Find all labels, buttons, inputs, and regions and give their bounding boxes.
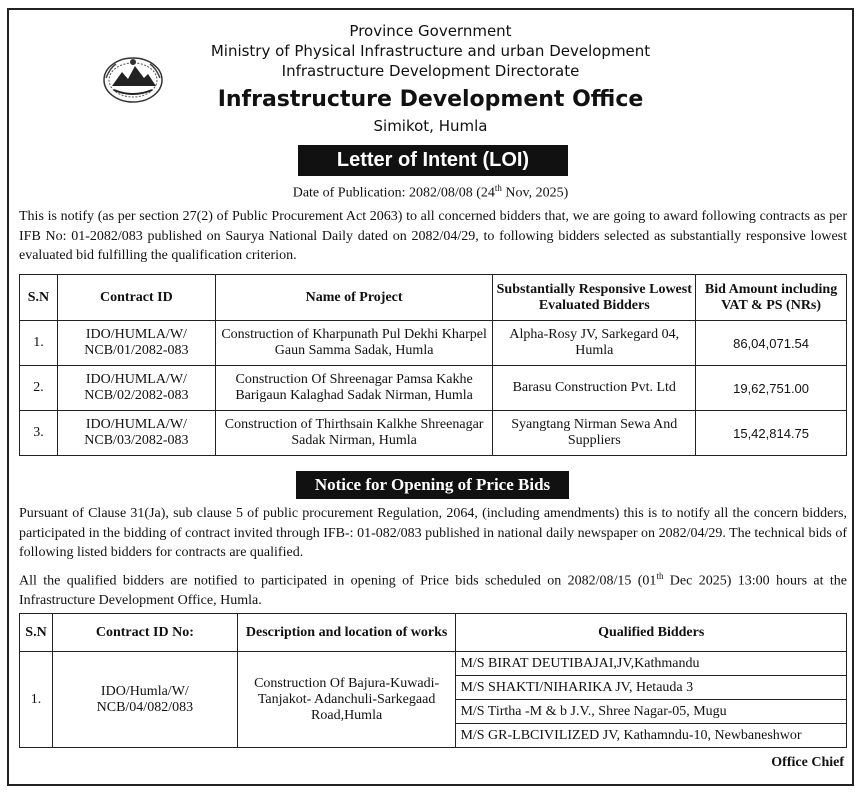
- publication-date: [9, 183, 852, 202]
- cell-sn: 1.: [20, 321, 58, 366]
- cell-sn: 3.: [20, 411, 58, 456]
- cell-amount: 86,04,071.54: [696, 321, 847, 366]
- price-table-header: [20, 614, 847, 652]
- cell-bidder: Syangtang Nirman Sewa And Suppliers: [493, 411, 696, 456]
- col-sn: S.N: [20, 275, 58, 321]
- col-bidders: Substantially Responsive Lowest Evaluated Bidders: [493, 275, 696, 321]
- loi-table: [19, 274, 847, 456]
- cell-bidder: M/S GR-LBCIVILIZED JV, Kathamndu-10, Newbaneshwor: [456, 724, 847, 748]
- cell-sn: 2.: [20, 366, 58, 411]
- signature: Office Chief: [771, 755, 844, 770]
- cell-amount: 19,62,751.00: [696, 366, 847, 411]
- header-location: Simikot, Humla: [373, 117, 488, 135]
- cell-bidder: M/S BIRAT DEUTIBAJAI,JV,Kathmandu: [456, 652, 847, 676]
- cell-bidder: Barasu Construction Pvt. Ltd: [493, 366, 696, 411]
- loi-title: Letter of Intent (LOI): [298, 145, 568, 176]
- table-row: [20, 652, 847, 676]
- cell-bidder: Alpha-Rosy JV, Sarkegard 04, Humla: [493, 321, 696, 366]
- cell-contract-id: IDO/HUMLA/W/ NCB/03/2082-083: [57, 411, 215, 456]
- notice-paragraph-2: [19, 567, 847, 611]
- notice-paragraph-2-sup: th: [656, 571, 664, 581]
- header-province: Province Government: [349, 22, 512, 40]
- cell-sn: 1.: [20, 652, 53, 748]
- col-qualified-bidders: Qualified Bidders: [456, 614, 847, 652]
- intro-paragraph: This is notify (as per section 27(2) of Public Procurement Act 2063) to all concerned bidders that, we are going to award following contracts as per IFB No: 01-2082/083 published on Saurya National Daily dated on 2082/04/29, to following bidders selected as substantially responsive lowest evaluated bid fulfilling the qualification criterion.: [19, 209, 847, 263]
- header-ministry: Ministry of Physical Infrastructure and urban Development: [210, 42, 651, 60]
- cell-project: Construction Of Shreenagar Pamsa Kakhe Barigaun Kalaghad Sadak Nirman, Humla: [215, 366, 493, 411]
- col-description: Description and location of works: [237, 614, 456, 652]
- cell-project: Construction of Thirthsain Kalkhe Shreenagar Sadak Nirman, Humla: [215, 411, 493, 456]
- notice-paragraph-2-suffix: Dec 2025) 13:00 hours at the Infrastructure Development Office, Humla.: [19, 573, 847, 609]
- cell-bidder: M/S SHAKTI/NIHARIKA JV, Hetauda 3: [456, 676, 847, 700]
- col-contract-id: Contract ID No:: [52, 614, 237, 652]
- publication-date-suffix: Nov, 2025): [501, 185, 569, 201]
- notice-title: Notice for Opening of Price Bids: [296, 471, 569, 499]
- publication-date-sup: th: [494, 183, 502, 193]
- notice-paragraph-1: Pursuant of Clause 31(Ja), sub clause 5 of public procurement Regulation, 2064, (including amendments) this is to notify all the concern bidders, participated in the bidding of contract invited through IFB-: 01-082/083 published in national daily newspaper on 2082/04/29. The technical bids of following listed bidders for contracts are qualified.: [19, 506, 847, 560]
- cell-bidder: M/S Tirtha -M & b J.V., Shree Nagar-05, Mugu: [456, 700, 847, 724]
- cell-contract-id: IDO/Humla/W/ NCB/04/082/083: [52, 652, 237, 748]
- cell-project: Construction of Kharpunath Pul Dekhi Kharpel Gaun Samma Sadak, Humla: [215, 321, 493, 366]
- publication-date-prefix: Date of Publication: 2082/08/08 (24: [292, 185, 495, 201]
- col-sn: S.N: [20, 614, 53, 652]
- col-contract-id: Contract ID: [57, 275, 215, 321]
- notice-paragraph-2-prefix: All the qualified bidders are notified to participated in opening of Price bids scheduled on 2082/08/15 (01: [19, 573, 657, 589]
- table-row: [20, 321, 847, 366]
- loi-table-header: [20, 275, 847, 321]
- cell-amount: 15,42,814.75: [696, 411, 847, 456]
- cell-contract-id: IDO/HUMLA/W/ NCB/01/2082-083: [57, 321, 215, 366]
- col-project: Name of Project: [215, 275, 493, 321]
- cell-description: Construction Of Bajura-Kuwadi- Tanjakot- Adanchuli-Sarkegaad Road,Humla: [237, 652, 456, 748]
- price-bid-table: [19, 613, 847, 748]
- notice-page: [7, 8, 854, 786]
- col-amount: Bid Amount including VAT & PS (NRs): [696, 275, 847, 321]
- header-office: Infrastructure Development Office: [217, 87, 644, 112]
- table-row: [20, 366, 847, 411]
- table-row: [20, 411, 847, 456]
- header-directorate: Infrastructure Development Directorate: [281, 62, 580, 80]
- cell-contract-id: IDO/HUMLA/W/ NCB/02/2082-083: [57, 366, 215, 411]
